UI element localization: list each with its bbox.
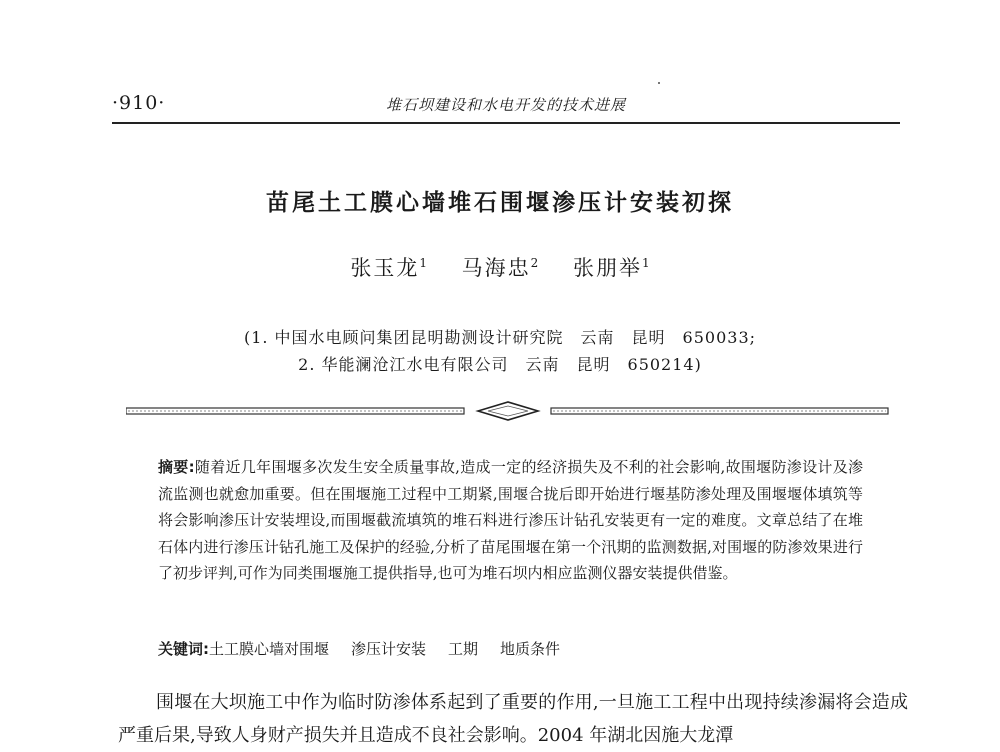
body-paragraph: 围堰在大坝施工中作为临时防渗体系起到了重要的作用,一旦施工工程中出现持续渗漏将会造成严重后果,导致人身财产损失并且造成不良社会影响。2004 年湖北因施大龙潭: [118, 692, 908, 746]
author: [462, 256, 539, 280]
keywords-label: 关键词:: [158, 640, 209, 658]
article-title: 苗尾土工膜心墙堆石围堰渗压计安装初探: [266, 190, 734, 216]
abstract-label: 摘要:: [158, 458, 195, 476]
affiliation-2: 2. 华能澜沧江水电有限公司 云南 昆明 650214): [298, 355, 702, 374]
author: [350, 256, 427, 280]
abstract-text: 随着近几年围堰多次发生安全质量事故,造成一定的经济损失及不利的社会影响,故围堰防渗设计及渗流监测也就愈加重要。但在围堰施工过程中工期紧,围堰合拢后即开始进行堰基防渗处理及围堰堰体填筑等将会影响渗压计安装埋设,而围堰截流填筑的堆石料进行渗压计钻孔安装更有一定的难度。文章总结了在堆石体内进行渗压计钻孔施工及保护的经验,分析了苗尾围堰在第一个汛期的监测数据,对围堰的防渗效果进行了初步评判,可作为同类围堰施工提供指导,也可为堆石坝内相应监测仪器安装提供借鉴。: [158, 458, 864, 582]
affiliation-1: (1. 中国水电顾问集团昆明勘测设计研究院 云南 昆明 650033;: [243, 328, 757, 347]
author-affiliation-mark: 2: [530, 256, 539, 270]
ornamental-divider: [126, 398, 889, 424]
keyword: 渗压计安装: [351, 640, 427, 658]
author-affiliation-mark: 1: [419, 256, 427, 270]
author-name: 马海忠: [461, 256, 531, 280]
abstract: [158, 454, 863, 587]
scan-speck: [658, 82, 660, 84]
author-name: 张朋举: [573, 256, 642, 280]
keywords: [158, 638, 863, 659]
author-list: [0, 252, 1000, 282]
author-name: 张玉龙: [350, 256, 420, 280]
divider-diamond: [478, 402, 538, 420]
running-header: [112, 92, 900, 120]
header-rule: [112, 122, 900, 124]
journal-title: 堆石坝建设和水电开发的技术进展: [386, 96, 627, 114]
author-affiliation-mark: 1: [642, 256, 650, 270]
keyword: 工期: [448, 640, 479, 658]
keyword: 土工膜心墙对围堰: [209, 640, 330, 658]
author: [573, 256, 650, 280]
keyword: 地质条件: [500, 640, 561, 658]
page-number: ·910·: [112, 92, 166, 114]
